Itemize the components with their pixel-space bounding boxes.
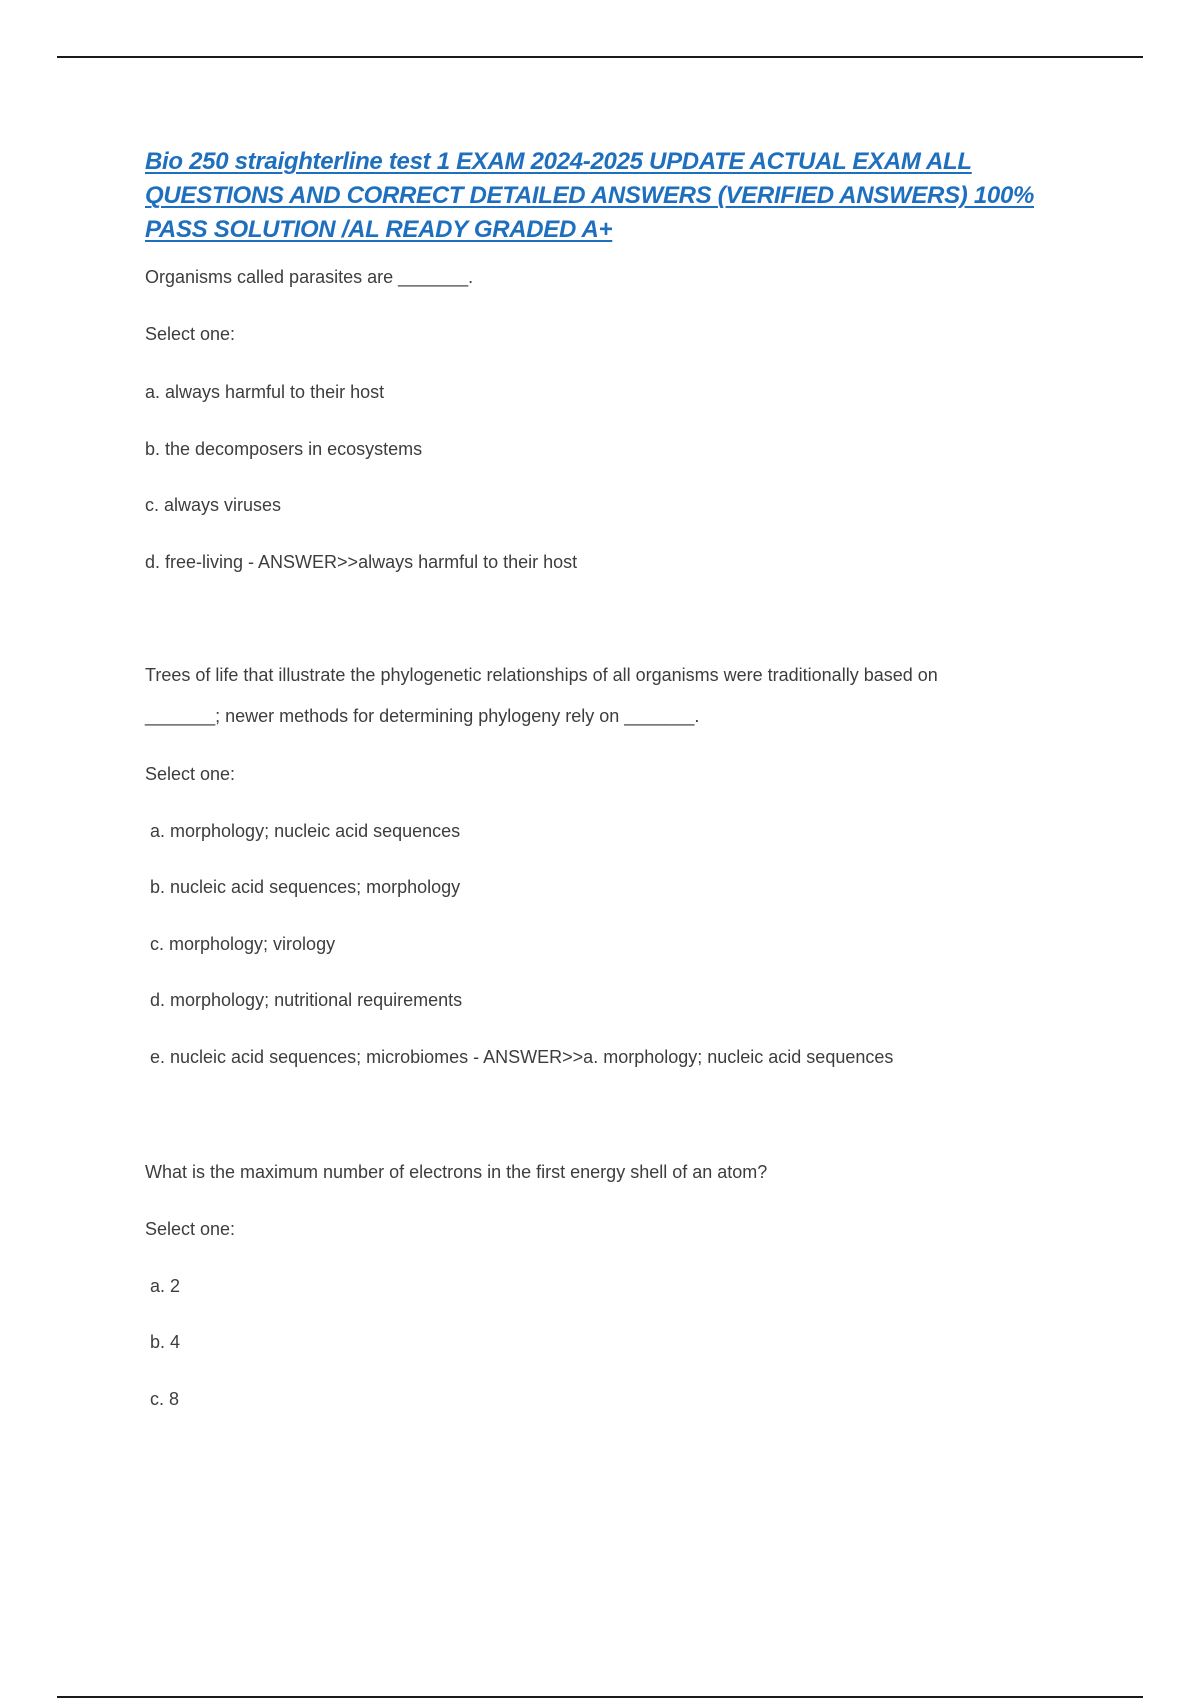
footer-rule bbox=[57, 1696, 1143, 1698]
question-2-option-a: a. morphology; nucleic acid sequences bbox=[150, 821, 461, 841]
question-1-option-c: c. always viruses bbox=[145, 495, 282, 515]
question-2-select-label: Select one: bbox=[145, 764, 236, 784]
question-3-option-a: a. 2 bbox=[150, 1276, 181, 1296]
question-3-option-c: c. 8 bbox=[150, 1389, 180, 1409]
question-2-option-c: c. morphology; virology bbox=[150, 934, 336, 954]
question-2-option-b: b. nucleic acid sequences; morphology bbox=[150, 877, 461, 897]
question-1-prompt: Organisms called parasites are _______. bbox=[145, 267, 474, 287]
question-3-option-b: b. 4 bbox=[150, 1332, 181, 1352]
question-1-select-label: Select one: bbox=[145, 324, 236, 344]
header-rule bbox=[57, 56, 1143, 58]
document-title: Bio 250 straighterline test 1 EXAM 2024-2025 UPDATE ACTUAL EXAM ALL QUESTIONS AND CORRECT DETAILED ANSWERS (VERIFIED ANSWERS) 100% PASS SOLUTION /AL READY GRADED A+ bbox=[145, 148, 1035, 243]
question-1-option-b: b. the decomposers in ecosystems bbox=[145, 439, 423, 459]
question-2-option-d: d. morphology; nutritional requirements bbox=[150, 990, 463, 1010]
question-2-prompt-line-2: _______; newer methods for determining phylogeny rely on _______. bbox=[145, 706, 700, 726]
question-2-prompt-line-1: Trees of life that illustrate the phylogenetic relationships of all organisms were traditionally based on bbox=[145, 665, 938, 685]
question-1-option-d-answer: d. free-living - ANSWER>>always harmful to their host bbox=[145, 552, 578, 572]
question-3-prompt: What is the maximum number of electrons in the first energy shell of an atom? bbox=[145, 1162, 768, 1182]
question-1-option-a: a. always harmful to their host bbox=[145, 382, 385, 402]
question-3-select-label: Select one: bbox=[145, 1219, 236, 1239]
question-2-option-e-answer: e. nucleic acid sequences; microbiomes - ANSWER>>a. morphology; nucleic acid sequences bbox=[150, 1047, 894, 1067]
